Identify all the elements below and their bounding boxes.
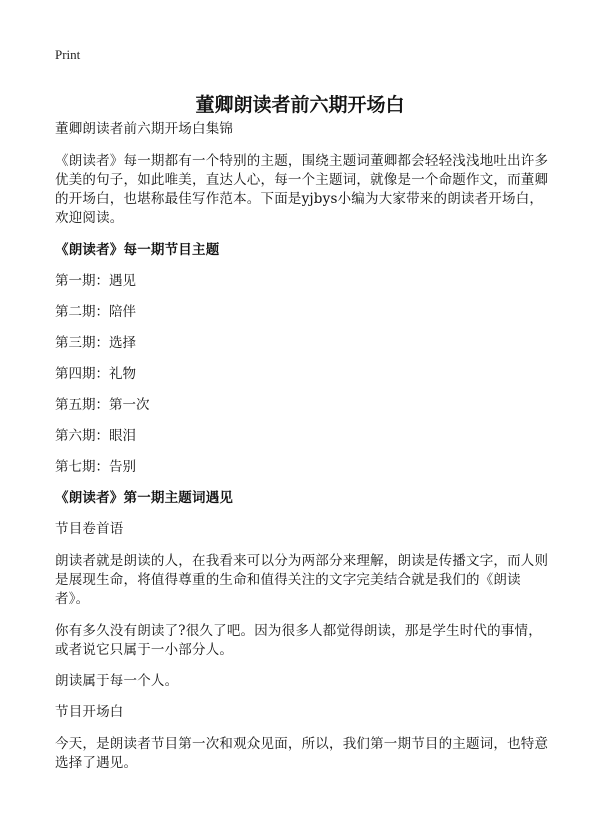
section-subheading-opening: 节目开场白 [55,704,124,720]
intro-paragraph: 《朗读者》每一期都有一个特别的主题，围绕主题词董卿都会轻轻浅浅地吐出许多优美的句子，如此唯美，直达人心，每一个主题词，就像是一个命题作文，而董卿的开场白，也堪称最佳写作范本。下面是yjbys小编为大家带来的朗读者开场白，欢迎阅读。 [55,153,549,226]
episode-item: 第三期：选择 [55,335,136,351]
body-paragraph: 今天，是朗读者节目第一次和观众见面，所以，我们第一期节目的主题词，也特意选择了遇见。 [55,736,549,771]
episode-item: 第一期：遇见 [55,273,136,289]
section-subheading-preface: 节目卷首语 [55,521,124,537]
episode-item: 第七期：告别 [55,459,136,475]
episode-item: 第二期：陪伴 [55,304,136,320]
article-subtitle: 董卿朗读者前六期开场白集锦 [55,121,234,137]
body-paragraph: 你有多久没有朗读了?很久了吧。因为很多人都觉得朗读，那是学生时代的事情，或者说它只属于一小部分人。 [55,623,542,658]
page-title: 董卿朗读者前六期开场白 [195,93,405,116]
article-body [55,120,550,773]
print-link[interactable]: Print [55,47,81,62]
body-paragraph: 朗读属于每一个人。 [55,673,179,689]
episode-item: 第四期：礼物 [55,366,136,382]
section-heading-episode-one: 《朗读者》第一期主题词遇见 [55,490,234,506]
episode-item: 第五期：第一次 [55,397,150,413]
episode-item: 第六期：眼泪 [55,428,136,444]
episode-list [55,272,550,477]
body-paragraph: 朗读者就是朗读的人，在我看来可以分为两部分来理解，朗读是传播文字，而人则是展现生命，将值得尊重的生命和值得关注的文字完美结合就是我们的《朗读者》。 [55,553,549,607]
section-heading-themes: 《朗读者》每一期节目主题 [55,242,220,258]
